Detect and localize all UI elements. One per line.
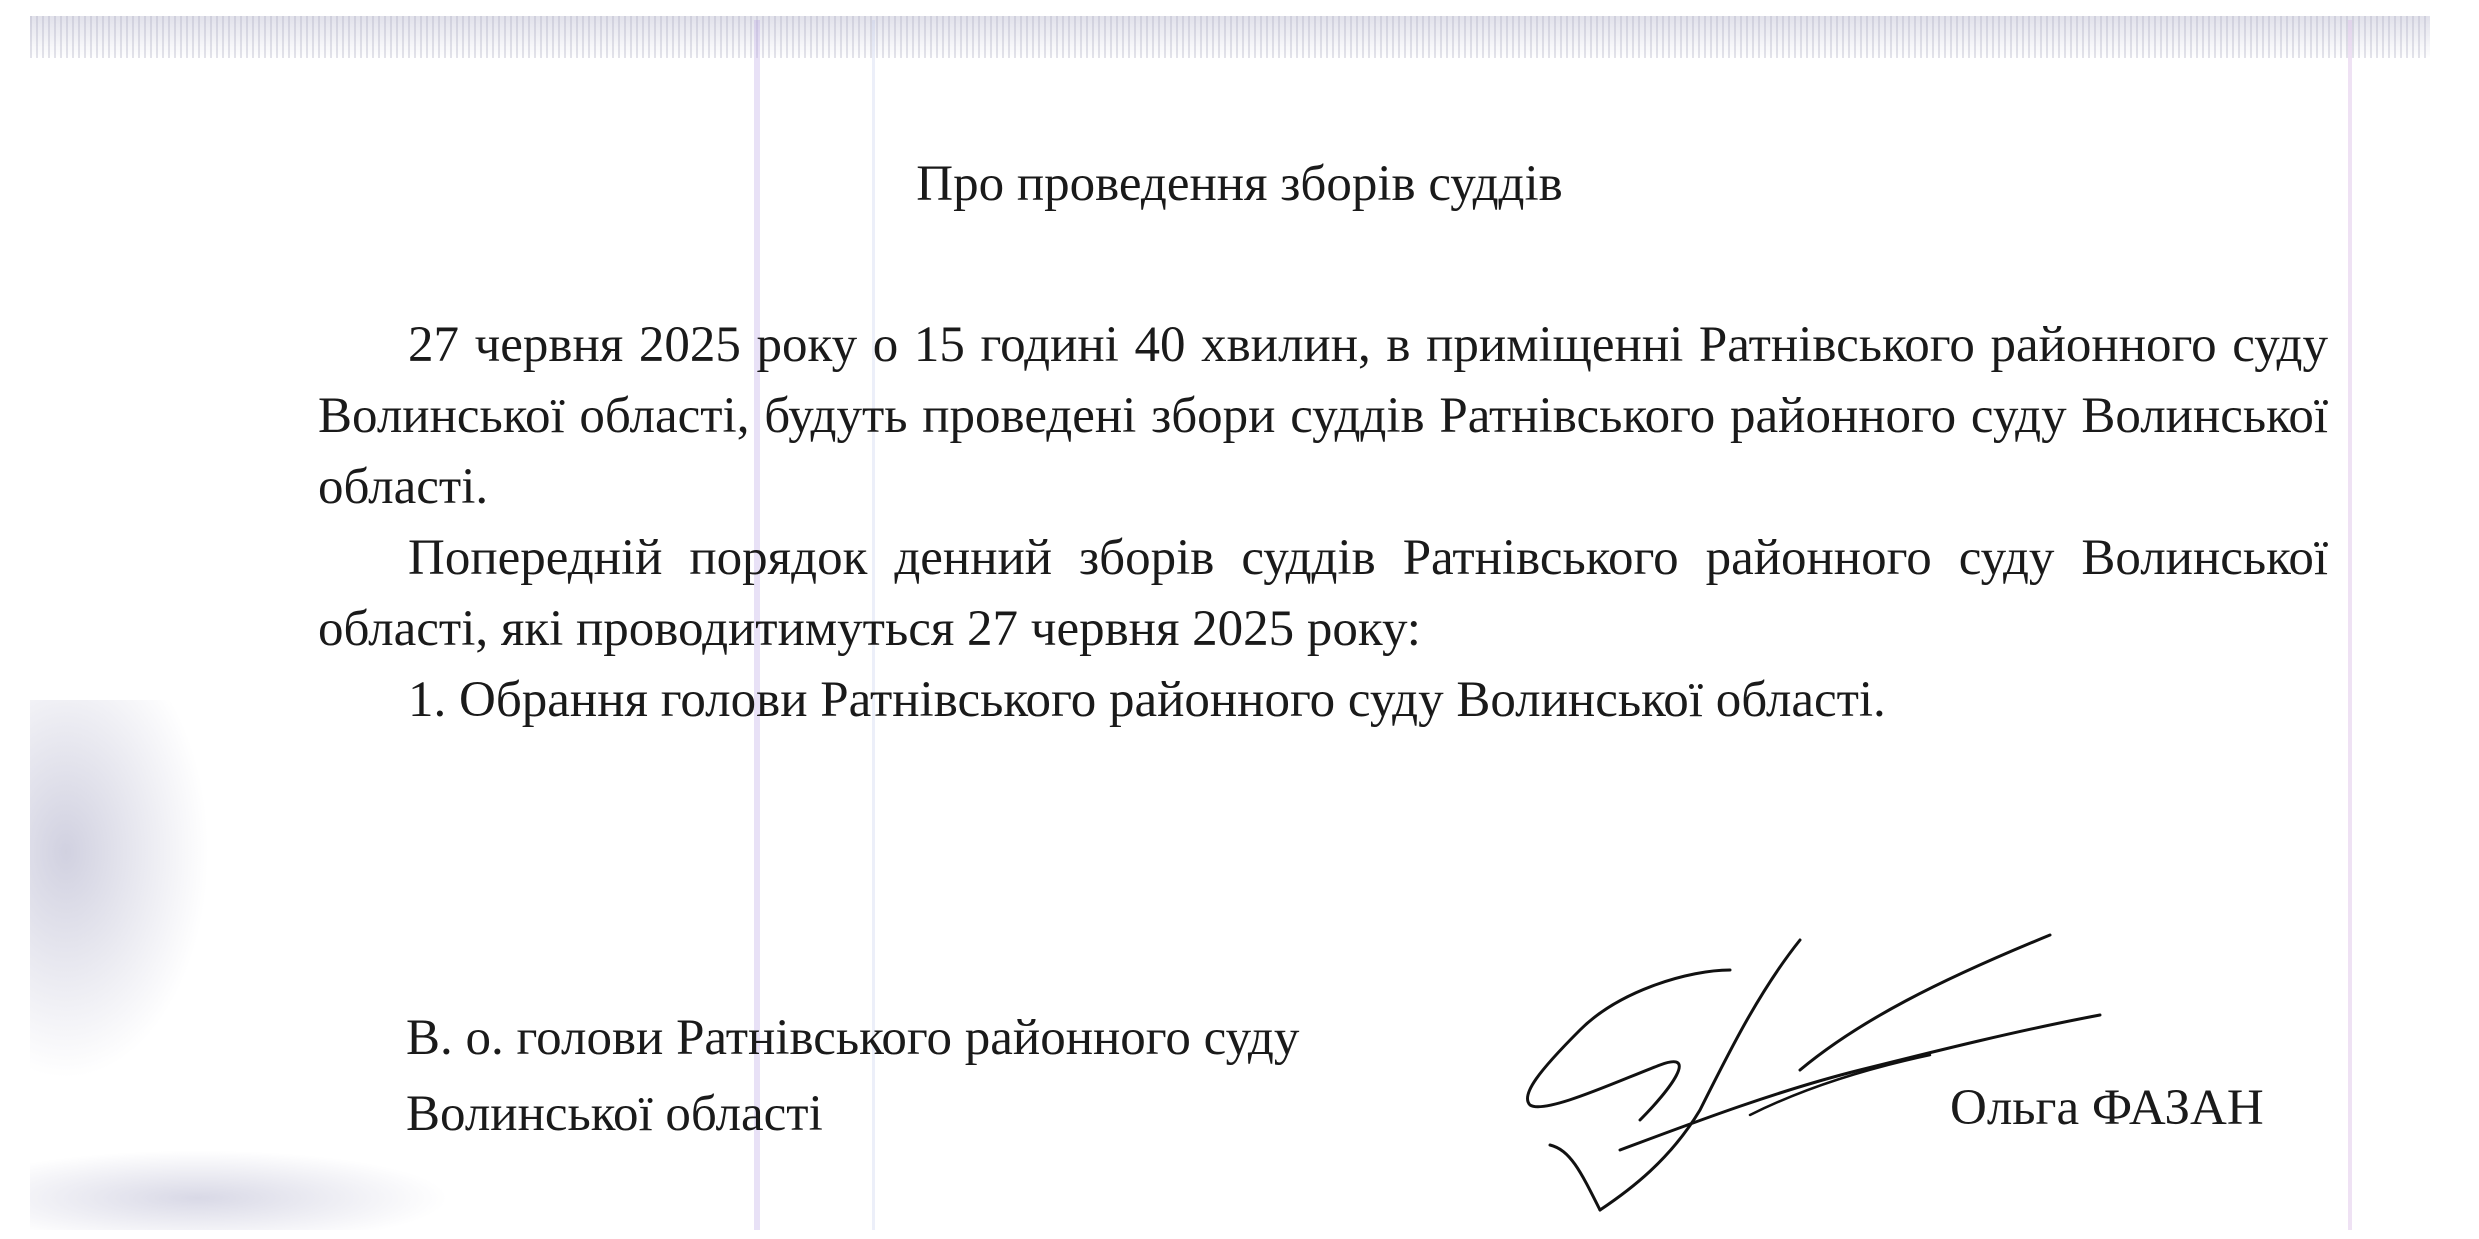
paragraph-announcement: 27 червня 2025 року о 15 годині 40 хвилин, в приміщенні Ратнівського районного суду Волинської області, будуть проведені збори суддів Ратнівського районного суду Волинської області. [318,317,2328,515]
signatory-name: Ольга ФАЗАН [1950,1080,2264,1136]
signatory-position-line: В. о. голови Ратнівського районного суду [406,1010,1300,1066]
handwritten-signature [1500,920,2200,1220]
scan-artifact-top [30,16,2430,58]
agenda-item: 1. Обрання голови Ратнівського районного суду Волинської області. [408,672,1886,728]
document-body [318,310,2328,736]
scan-artifact-left [30,700,210,1080]
paragraph-agenda-intro: Попередній порядок денний зборів суддів Ратнівського районного суду Волинської області, які проводитимуться 27 червня 2025 року: [318,530,2328,657]
signatory-position-line: Волинської області [406,1086,823,1142]
signatory-position [406,1000,1299,1152]
scan-artifact-bottom [30,1150,450,1230]
document-title: Про проведення зборів суддів [916,156,1563,212]
